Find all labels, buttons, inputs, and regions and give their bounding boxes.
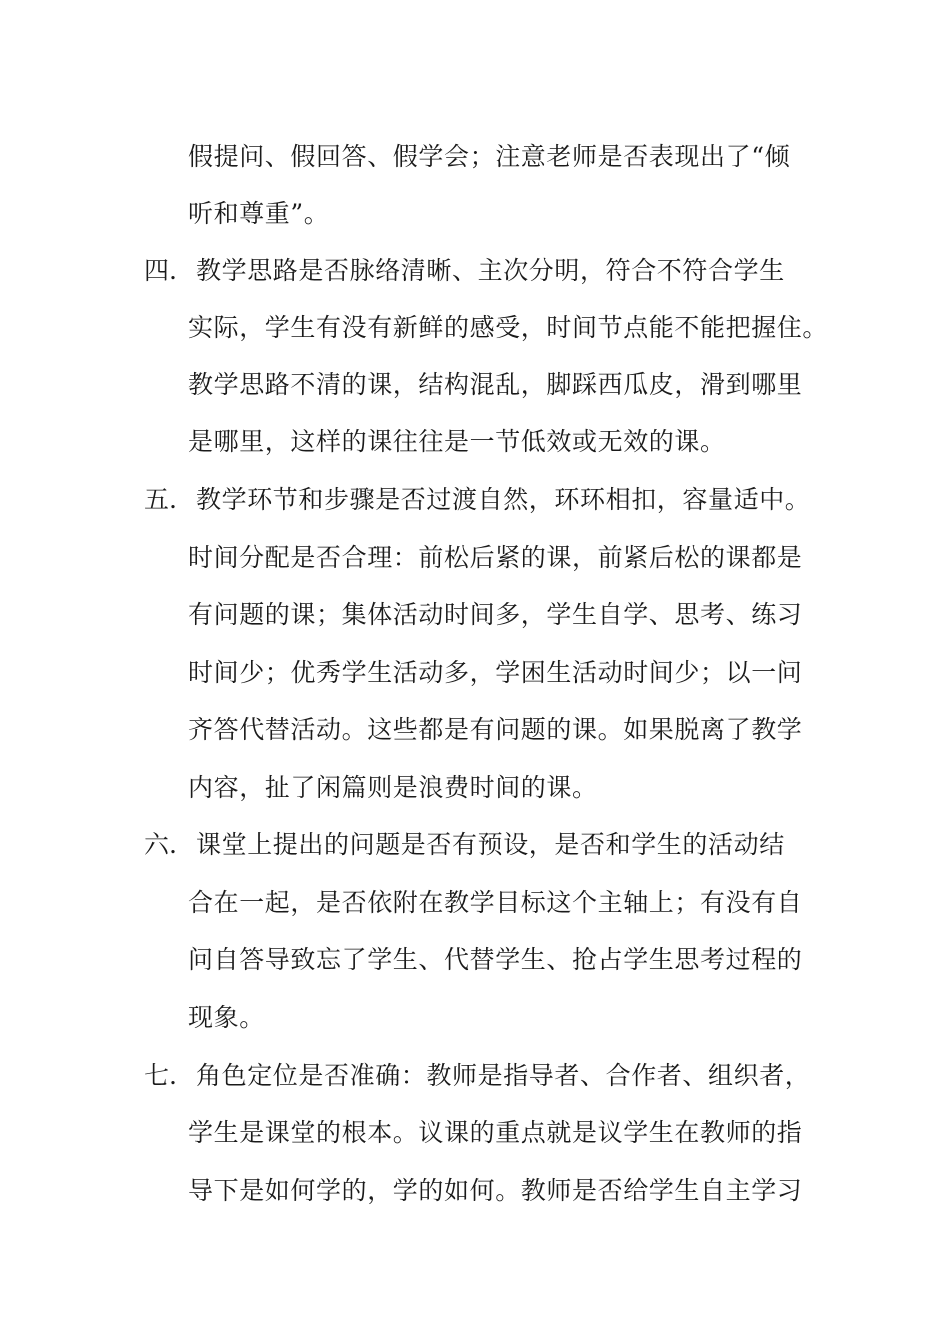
text-line: 时间少；优秀学生活动多，学困生活动时间少；以一问 xyxy=(188,658,803,687)
text-line: 问自答导致忘了学生、代替学生、抢占学生思考过程的 xyxy=(188,945,803,974)
text-line: 听和尊重”。 xyxy=(188,199,330,228)
text-line: 教学思路是否脉络清晰、主次分明，符合不符合学生 xyxy=(196,256,785,285)
item-number: 四. xyxy=(144,256,177,285)
text-line: 齐答代替活动。这些都是有问题的课。如果脱离了教学 xyxy=(188,715,803,744)
text-line: 导下是如何学的，学的如何。教师是否给学生自主学习 xyxy=(188,1176,803,1205)
text-line: 有问题的课；集体活动时间多，学生自学、思考、练习 xyxy=(188,600,803,629)
text-line: 现象。 xyxy=(188,1003,265,1032)
item-number: 六. xyxy=(144,830,177,859)
text-line: 学生是课堂的根本。议课的重点就是议学生在教师的指 xyxy=(188,1118,803,1147)
text-line: 时间分配是否合理：前松后紧的课，前紧后松的课都是 xyxy=(188,543,803,572)
text-line: 是哪里，这样的课往往是一节低效或无效的课。 xyxy=(188,427,726,456)
text-line: 教学思路不清的课，结构混乱，脚踩西瓜皮，滑到哪里 xyxy=(188,370,803,399)
text-line: 实际，学生有没有新鲜的感受，时间节点能不能把握住。 xyxy=(188,313,829,342)
text-line: 假提问、假回答、假学会；注意老师是否表现出了“倾 xyxy=(188,142,791,171)
text-line: 角色定位是否准确：教师是指导者、合作者、组织者， xyxy=(196,1061,811,1090)
item-number: 七. xyxy=(144,1061,177,1090)
text-line: 教学环节和步骤是否过渡自然，环环相扣，容量适中。 xyxy=(196,485,811,514)
text-line: 内容，扯了闲篇则是浪费时间的课。 xyxy=(188,773,598,802)
text-line: 合在一起，是否依附在教学目标这个主轴上；有没有自 xyxy=(188,888,803,917)
text-line: 课堂上提出的问题是否有预设，是否和学生的活动结 xyxy=(196,830,785,859)
item-number: 五. xyxy=(144,485,177,514)
